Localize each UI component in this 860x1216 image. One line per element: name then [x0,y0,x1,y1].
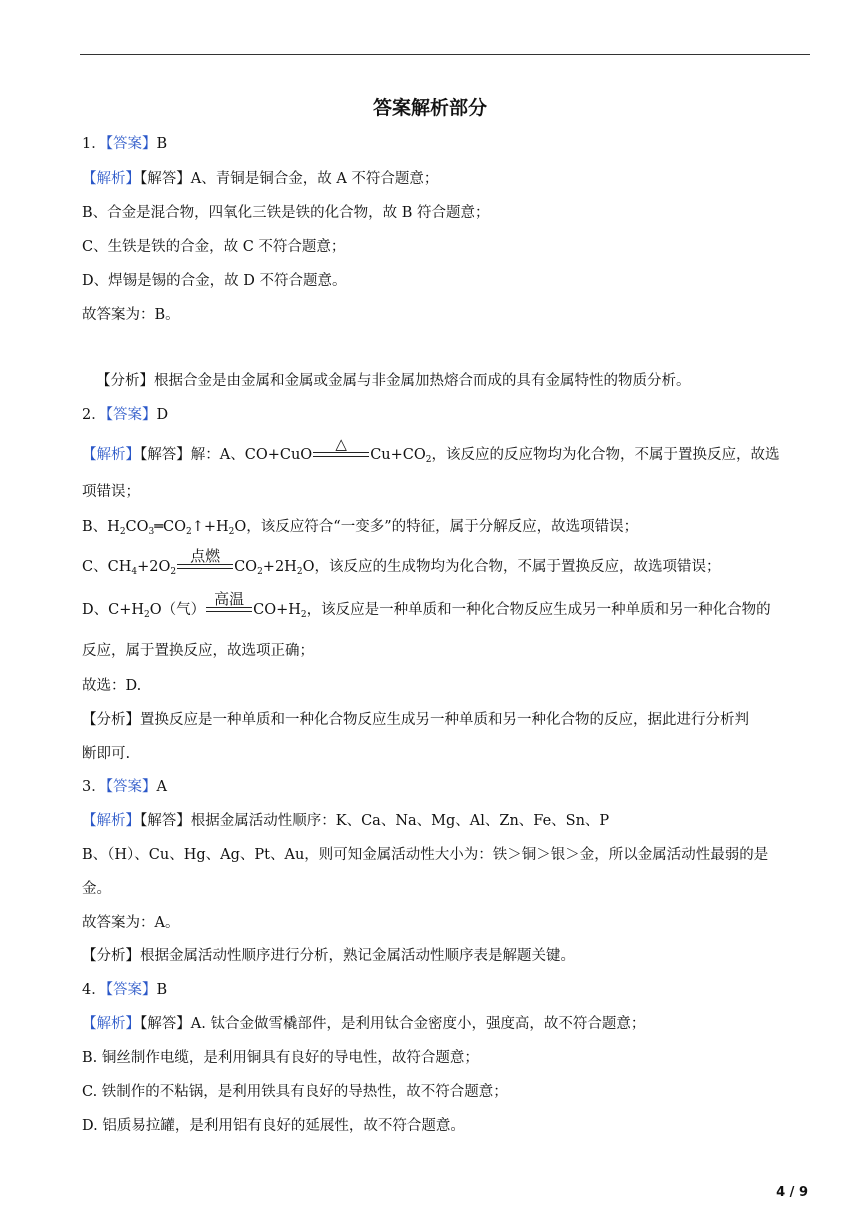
q2-solution-a-cont: 项错误； [82,484,140,500]
header-rule [80,54,810,55]
q4-solution-b: B. 铜丝制作电缆，是利用铜具有良好的导电性，故符合题意； [82,1050,479,1066]
q2-answer-tag: 【答案】 [105,407,157,423]
q1-solution-d: D、焊锡是锡的合金，故 D 不符合题意。 [82,273,347,289]
q1-number: 1． [82,136,106,152]
q3-answer-line [82,777,167,797]
q3-analysis-line-1: 【解析】【解答】根据金属活动性顺序：K、Ca、Na、Mg、Al、Zn、Fe、Sn、P [82,813,610,829]
q3-number: 3． [82,779,106,795]
hightemp-condition: 高温 [214,590,245,608]
page-number: 4 / 9 [776,1185,808,1200]
heat-condition: △ [335,435,347,453]
q1-solution-b: B、合金是混合物，四氧化三铁是铁的化合物，故 B 符合题意； [82,205,490,221]
q1-solution-a: 【解答】A、青铜是铜合金，故 A 不符合题意； [140,171,439,187]
q3-analysis-tag: 【解析】 [82,813,140,829]
ignite-condition: 点燃 [190,547,221,565]
q1-solution-c: C、生铁是铁的合金，故 C 不符合题意； [82,239,346,255]
q4-solution-d: D. 铝质易拉罐，是利用铝有良好的延展性，故不符合题意。 [82,1118,465,1134]
q3-analysis-summary: 【分析】根据金属活动性顺序进行分析，熟记金属活动性顺序表是解题关键。 [82,948,575,964]
page-title: 答案解析部分 [372,97,487,119]
q1-answer: B [156,136,168,152]
q1-answer-line [82,134,167,154]
q4-answer-line [82,980,167,1000]
q1-analysis-summary: 【分析】根据合金是由金属和金属或金属与非金属加热熔合而成的具有金属特性的物质分析。 [96,373,691,389]
q1-analysis-line-1 [82,169,438,189]
q3-solution-line-3: 金。 [82,881,111,897]
q3-answer: A [156,779,167,795]
reaction-arrow-heat [313,435,369,461]
q2-analysis-summary-1: 【分析】置换反应是一种单质和一种化合物反应生成另一种单质和另一种化合物的反应，据此进行分析判 [82,712,749,728]
q2-solution-c: C、$CH_4+2O_2$ 点燃 $CO_2+2H_2O$，该反应的生成物均为化合物，不属于置换反应，故选项错误； [82,547,721,577]
q4-solution-c: C. 铁制作的不粘锅，是利用铁具有良好的导热性，故不符合题意； [82,1084,508,1100]
q2-analysis-summary-2: 断即可. [82,746,131,762]
q3-conclusion: 故答案为：A。 [82,915,180,931]
q2-answer-line [82,405,168,425]
q2-solution-d: D、$C+H_2O$（气） 高温 $CO+H_2$，该反应是一种单质和一种化合物反应生成另一种单质和另一种化合物的 [82,590,771,620]
reaction-arrow-hightemp [206,590,252,616]
q1-answer-tag: 【答案】 [105,136,157,152]
q1-conclusion: 故答案为：B。 [82,307,180,323]
q2-solution-b: B、$H_2CO_3═CO_2↑+H_2O$，该反应符合“一变多”的特征，属于分解反应，故选项错误； [82,519,639,537]
q4-answer-tag: 【答案】 [105,982,157,998]
q2-analysis-tag: 【解析】 [82,447,140,463]
reaction-arrow-ignite [177,547,233,573]
q4-answer: B [156,982,168,998]
q3-solution-line-2: B、（H）、Cu、Hg、Ag、Pt、Au，则可知金属活动性大小为：铁＞铜＞银＞金，所以金属活动性最弱的是 [82,847,769,863]
q2-solution-a: 【解析】【解答】解：A、CO+CuO △ $Cu+CO_2$，该反应的反应物均为化合物，不属于置换反应，故选 [82,435,780,465]
q1-analysis-tag: 【解析】 [82,171,140,187]
q3-answer-tag: 【答案】 [105,779,157,795]
q2-answer: D [156,407,169,423]
q2-solution-d-cont: 反应，属于置换反应，故选项正确； [82,643,314,659]
q4-number: 4． [82,982,106,998]
q4-analysis-line-1: 【解析】【解答】A. 钛合金做雪橇部件，是利用钛合金密度小，强度高，故不符合题意； [82,1016,646,1032]
q2-number: 2． [82,407,106,423]
q2-selection: 故选：D. [82,678,142,694]
q4-analysis-tag: 【解析】 [82,1016,140,1032]
